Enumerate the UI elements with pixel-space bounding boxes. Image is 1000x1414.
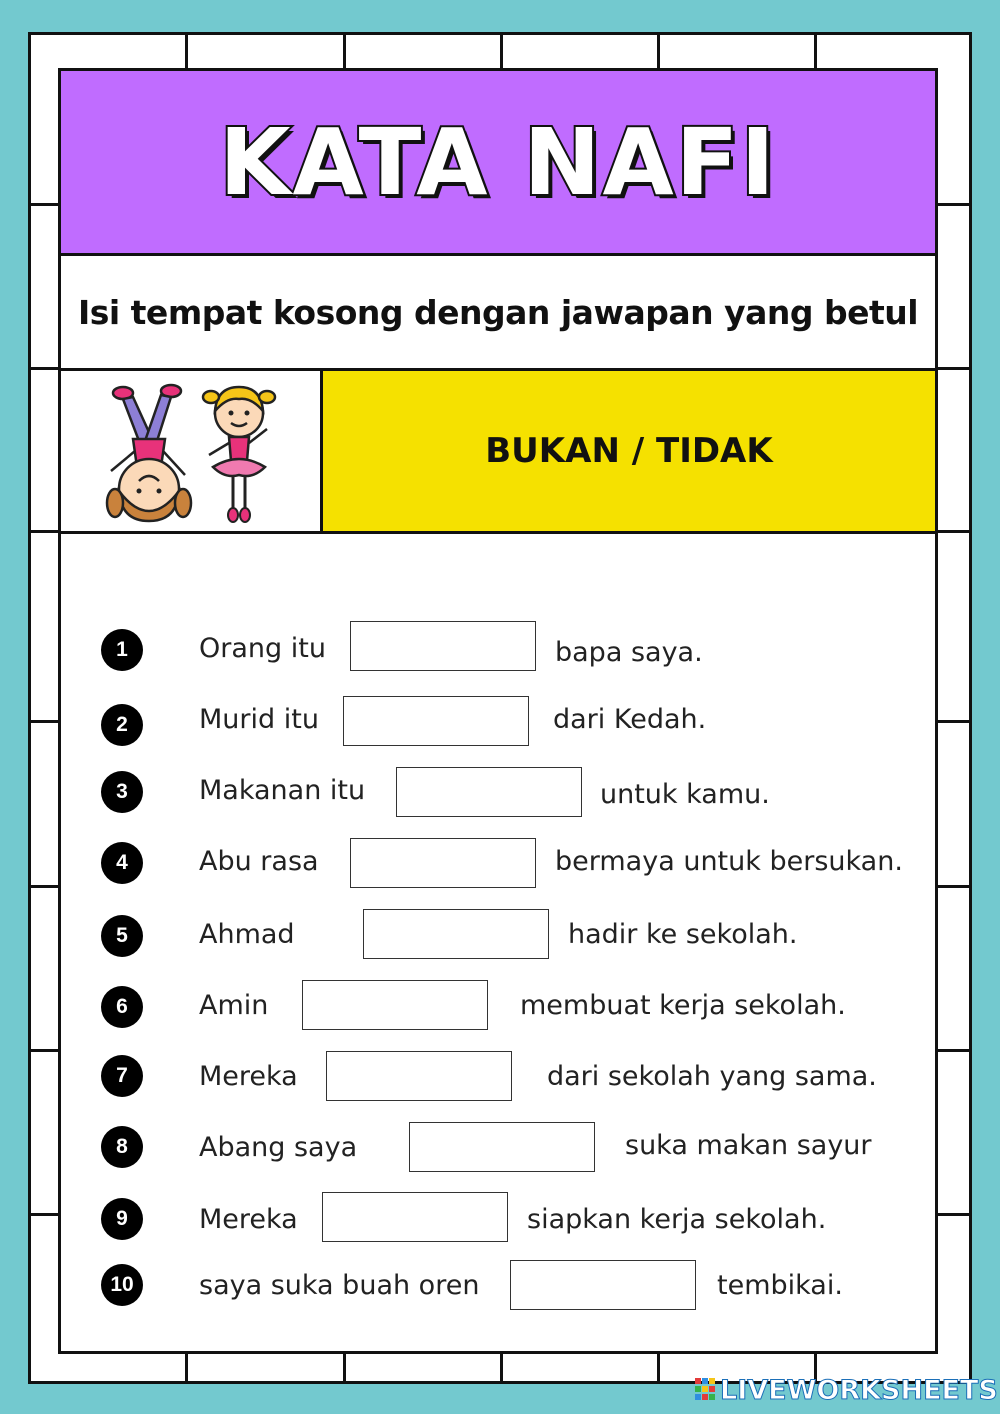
frame-tick — [28, 720, 58, 723]
question-text-after: bapa saya. — [555, 637, 703, 668]
answer-input[interactable] — [302, 980, 488, 1030]
answer-input[interactable] — [363, 909, 549, 959]
answer-options: BUKAN / TIDAK — [485, 431, 773, 471]
liveworksheets-wordmark: LIVEWORKSHEETS — [720, 1374, 998, 1406]
answer-input[interactable] — [396, 767, 582, 817]
question-text-after: siapkan kerja sekolah. — [527, 1204, 827, 1235]
question-text-before: Murid itu — [199, 704, 319, 735]
frame-tick — [500, 1354, 503, 1384]
illustration-cell — [61, 371, 323, 534]
question-text-before: Ahmad — [199, 919, 295, 950]
frame-tick — [343, 32, 346, 68]
question-text-before: saya suka buah oren — [199, 1270, 480, 1301]
question-text-before: Makanan itu — [199, 775, 366, 806]
question-number: 6 — [101, 986, 143, 1028]
frame-tick — [938, 203, 972, 206]
question-text-before: Mereka — [199, 1204, 298, 1235]
question-row — [61, 909, 935, 969]
frame-tick — [657, 32, 660, 68]
answer-input[interactable] — [409, 1122, 595, 1172]
question-row — [61, 1192, 935, 1252]
question-text-before: Amin — [199, 990, 269, 1021]
question-row — [61, 1051, 935, 1111]
answer-input[interactable] — [510, 1260, 696, 1310]
question-text-after: untuk kamu. — [600, 779, 770, 810]
question-text-after: dari Kedah. — [553, 704, 707, 735]
liveworksheets-logo-icon — [694, 1377, 716, 1403]
question-number: 5 — [101, 915, 143, 957]
answer-input[interactable] — [326, 1051, 512, 1101]
answer-input[interactable] — [350, 838, 536, 888]
question-text-after: tembikai. — [717, 1270, 843, 1301]
question-number: 2 — [101, 704, 143, 746]
question-row — [61, 621, 935, 681]
answer-input[interactable] — [343, 696, 529, 746]
instruction-text: Isi tempat kosong dengan jawapan yang betul — [77, 292, 919, 332]
title-band — [61, 71, 935, 256]
frame-tick — [938, 367, 972, 370]
question-number: 10 — [101, 1264, 143, 1306]
liveworksheets-logo — [694, 1374, 998, 1406]
frame-tick — [343, 1354, 346, 1384]
frame-tick — [28, 1213, 58, 1216]
question-row — [61, 838, 935, 898]
question-row — [61, 767, 935, 827]
frame-tick — [938, 1049, 972, 1052]
frame-tick — [185, 32, 188, 68]
girl-ballerina-icon — [203, 387, 275, 522]
question-text-after: dari sekolah yang sama. — [547, 1061, 877, 1092]
frame-tick — [28, 530, 58, 533]
page-title: KATA NAFI — [219, 108, 777, 216]
question-text-before: Orang itu — [199, 633, 326, 664]
frame-tick — [938, 1213, 972, 1216]
girls-illustration — [61, 371, 317, 531]
question-number: 4 — [101, 842, 143, 884]
instruction-band — [61, 256, 935, 371]
answer-input[interactable] — [322, 1192, 508, 1242]
question-row — [61, 1122, 935, 1182]
frame-tick — [938, 720, 972, 723]
frame-tick — [938, 885, 972, 888]
frame-tick — [814, 32, 817, 68]
question-number: 3 — [101, 771, 143, 813]
question-text-before: Mereka — [199, 1061, 298, 1092]
question-text-after: membuat kerja sekolah. — [520, 990, 846, 1021]
frame-tick — [28, 885, 58, 888]
frame-tick — [28, 203, 58, 206]
girl-cartwheel-icon — [107, 385, 191, 521]
question-text-before: Abu rasa — [199, 846, 319, 877]
frame-tick — [28, 1049, 58, 1052]
question-number: 8 — [101, 1126, 143, 1168]
answer-options-band — [323, 371, 935, 534]
question-text-after: hadir ke sekolah. — [568, 919, 798, 950]
question-row — [61, 696, 935, 756]
frame-tick — [657, 1354, 660, 1384]
frame-tick — [185, 1354, 188, 1384]
question-row — [61, 980, 935, 1040]
question-number: 9 — [101, 1198, 143, 1240]
answer-input[interactable] — [350, 621, 536, 671]
frame-tick — [500, 32, 503, 68]
question-number: 1 — [101, 629, 143, 671]
question-text-before: Abang saya — [199, 1132, 358, 1163]
worksheet — [58, 68, 938, 1354]
question-row — [61, 1260, 935, 1320]
question-text-after: suka makan sayur — [625, 1130, 872, 1161]
frame-tick — [938, 530, 972, 533]
frame-tick — [28, 367, 58, 370]
question-text-after: bermaya untuk bersukan. — [555, 846, 903, 877]
question-number: 7 — [101, 1055, 143, 1097]
